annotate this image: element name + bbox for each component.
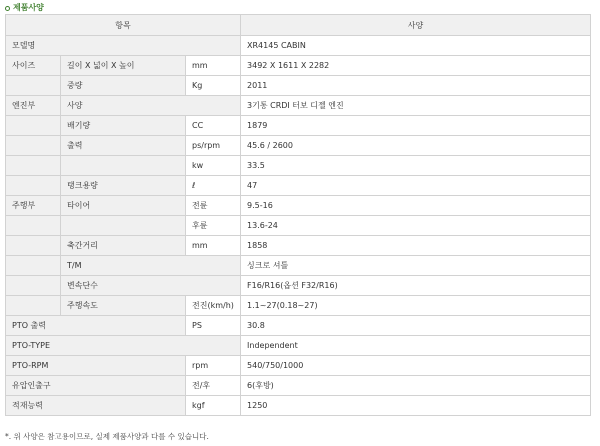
sub-label: 타이어 (61, 196, 186, 216)
group-label (6, 76, 61, 96)
group-label (6, 296, 61, 316)
row-label: 적재능력 (6, 396, 186, 416)
unit-cell: mm (186, 56, 241, 76)
row-value: 9.5-16 (241, 196, 591, 216)
header-spec: 사양 (241, 15, 591, 36)
row-label: PTO-RPM (6, 356, 186, 376)
table-row (6, 276, 591, 296)
group-label (6, 256, 61, 276)
sub-label: 출력 (61, 136, 186, 156)
row-value: XR4145 CABIN (241, 36, 591, 56)
group-label (6, 116, 61, 136)
row-value: 33.5 (241, 156, 591, 176)
table-row (6, 396, 591, 416)
row-value: 45.6 / 2600 (241, 136, 591, 156)
table-row (6, 176, 591, 196)
sub-label: 중량 (61, 76, 186, 96)
sub-label: 축간거리 (61, 236, 186, 256)
table-row (6, 376, 591, 396)
table-row (6, 136, 591, 156)
row-value: 3492 X 1611 X 2282 (241, 56, 591, 76)
table-row (6, 356, 591, 376)
row-label: PTO-TYPE (6, 336, 241, 356)
table-header-row (6, 15, 591, 36)
sub-label: T/M (61, 256, 241, 276)
table-row (6, 116, 591, 136)
group-label (6, 156, 61, 176)
sub-label: 주행속도 (61, 296, 186, 316)
table-row (6, 296, 591, 316)
table-row (6, 256, 591, 276)
unit-cell: PS (186, 316, 241, 336)
table-row (6, 236, 591, 256)
sub-label: 변속단수 (61, 276, 241, 296)
group-label: 엔진부 (6, 96, 61, 116)
unit-cell: ps/rpm (186, 136, 241, 156)
header-item: 항목 (6, 15, 241, 36)
sub-label (61, 156, 186, 176)
unit-cell: CC (186, 116, 241, 136)
unit-cell: 후륜 (186, 216, 241, 236)
row-value: F16/R16(옵션 F32/R16) (241, 276, 591, 296)
group-label: 주행부 (6, 196, 61, 216)
group-label (6, 276, 61, 296)
row-label: 모델명 (6, 36, 241, 56)
table-row (6, 56, 591, 76)
table-row (6, 316, 591, 336)
unit-cell: kw (186, 156, 241, 176)
sub-label (61, 216, 186, 236)
row-value: 2011 (241, 76, 591, 96)
unit-cell: rpm (186, 356, 241, 376)
table-row (6, 96, 591, 116)
row-value: 1250 (241, 396, 591, 416)
row-value: 1879 (241, 116, 591, 136)
row-value: 싱크로 셔틀 (241, 256, 591, 276)
unit-cell: mm (186, 236, 241, 256)
section-title-text: 제품사양 (13, 3, 44, 12)
row-value: 3기통 CRDI 터보 디젤 엔진 (241, 96, 591, 116)
row-label: 유압인출구 (6, 376, 186, 396)
group-label (6, 216, 61, 236)
unit-cell: 전진(km/h) (186, 296, 241, 316)
disclaimer-note: *. 위 사양은 참고용이므로, 실제 제품사양과 다를 수 있습니다. (5, 432, 209, 441)
section-title (5, 2, 44, 14)
table-row (6, 336, 591, 356)
group-label (6, 176, 61, 196)
row-label: PTO 출력 (6, 316, 186, 336)
unit-cell: 전/후 (186, 376, 241, 396)
row-value: 30.8 (241, 316, 591, 336)
row-value: 1858 (241, 236, 591, 256)
table-row (6, 216, 591, 236)
sub-label: 배기량 (61, 116, 186, 136)
table-row (6, 36, 591, 56)
sub-label: 사양 (61, 96, 241, 116)
row-value: 6(후방) (241, 376, 591, 396)
unit-cell: 전륜 (186, 196, 241, 216)
group-label (6, 136, 61, 156)
row-value: 13.6-24 (241, 216, 591, 236)
spec-table (5, 14, 591, 416)
row-value: 47 (241, 176, 591, 196)
sub-label: 탱크용량 (61, 176, 186, 196)
unit-cell: ℓ (186, 176, 241, 196)
group-label: 사이즈 (6, 56, 61, 76)
sub-label: 길이 X 넓이 X 높이 (61, 56, 186, 76)
row-value: 540/750/1000 (241, 356, 591, 376)
table-row (6, 196, 591, 216)
group-label (6, 236, 61, 256)
circle-bullet-icon (5, 6, 10, 11)
unit-cell: Kg (186, 76, 241, 96)
table-row (6, 76, 591, 96)
unit-cell: kgf (186, 396, 241, 416)
row-value: Independent (241, 336, 591, 356)
table-row (6, 156, 591, 176)
row-value: 1.1~27(0.18~27) (241, 296, 591, 316)
